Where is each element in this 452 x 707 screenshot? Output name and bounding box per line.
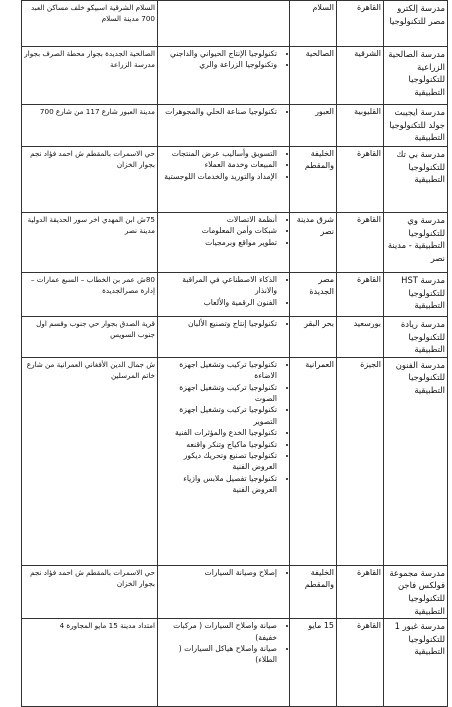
specializations-cell xyxy=(158,273,290,317)
governorate-cell: القاهرة xyxy=(337,619,384,707)
governorate-cell: الجيزة xyxy=(337,357,384,565)
specializations-list xyxy=(160,567,289,578)
specializations-list xyxy=(160,214,289,248)
specialization-item: • الإمداد والتوريد والخدمات اللوجستية xyxy=(160,171,277,182)
table-row xyxy=(22,357,448,565)
school-name-cell: مدرسة إلكترو مصر للتكنولوجيا xyxy=(384,1,448,47)
specializations-cell xyxy=(158,105,290,147)
specializations-list xyxy=(160,318,289,329)
address-cell: 75ش ابن المهدي اخر سور الحديقة الدولية مدينة نصر xyxy=(22,213,158,273)
school-name-cell: مدرسة بي تك للتكنولوجيا التطبيقية xyxy=(384,147,448,213)
address-cell: امتداد مدينة 15 مايو المجاورة 4 xyxy=(22,619,158,707)
governorate-cell: القاهرة xyxy=(337,213,384,273)
school-name-cell: مدرسة وي للتكنولوجيا التطبيقية - مدينة نصر xyxy=(384,213,448,273)
specialization-item: • تكنولوجيا تركيب وتشغيل اجهزة الاضاءة xyxy=(160,359,277,382)
specialization-item: • تكنولوجيا الإنتاج الحيواني والداجني xyxy=(160,48,277,59)
schools-table-body xyxy=(22,1,448,707)
specializations-list xyxy=(160,48,289,71)
schools-table xyxy=(21,0,448,707)
specialization-item: • إصلاح وصيانة السيارات xyxy=(160,567,277,578)
specialization-item: • تكنولوجيا إنتاج وتصنيع الألبان xyxy=(160,318,277,329)
specializations-list xyxy=(160,359,289,496)
specializations-cell xyxy=(158,357,290,565)
area-cell: الخليفة والمقطم xyxy=(290,147,337,213)
school-name-cell: مدرسة ريادة للتكنولوجيا التطبيقية xyxy=(384,317,448,358)
specialization-item: • التسويق وأساليب عرض المنتجات xyxy=(160,148,277,159)
specialization-item: • المبيعات وخدمة العملاء xyxy=(160,159,277,170)
specializations-cell xyxy=(158,317,290,358)
school-name-cell: مدرسة الصالحية الزراعية للتكنولوجيا التطبيقية xyxy=(384,47,448,105)
specialization-item: • أنظمة الاتصالات xyxy=(160,214,277,225)
table-row xyxy=(22,317,448,358)
specializations-list xyxy=(160,148,289,182)
table-row xyxy=(22,147,448,213)
school-name-cell: مدرسة غبور 1 للتكنولوجيا التطبيقية xyxy=(384,619,448,707)
address-cell: الصالحية الجديدة بجوار محطة الصرف بجوار مدرسة الزراعة xyxy=(22,47,158,105)
school-name-cell: مدرسة مجموعة فولكس فاجن للتكنولوجيا التطبيقية xyxy=(384,565,448,618)
address-cell: حي الاسمرات بالمقطم ش احمد فؤاد نجم بجوار الخزان xyxy=(22,565,158,618)
table-row xyxy=(22,213,448,273)
specializations-cell xyxy=(158,565,290,618)
specializations-list xyxy=(160,274,289,308)
area-cell: مصر الجديدة xyxy=(290,273,337,317)
governorate-cell: القاهرة xyxy=(337,565,384,618)
governorate-cell: القاهرة xyxy=(337,273,384,317)
specialization-item: • تكنولوجيا تصنيع وتحريك ديكور العروض الفنية xyxy=(160,450,277,473)
area-cell: الخليفة والمقطم xyxy=(290,565,337,618)
specialization-item: • الفنون الرقمية والألعاب xyxy=(160,297,277,308)
specialization-item: • تكنولوجيا ماكياج وتنكر واقنعه xyxy=(160,439,277,450)
specializations-cell xyxy=(158,1,290,47)
specialization-item: • الذكاء الاصطناعي في المراقبة والانذار xyxy=(160,274,277,297)
specialization-item: • تكنولوجيا تركيب وتشغيل اجهزة الصوت xyxy=(160,382,277,405)
governorate-cell: القاهرة xyxy=(337,1,384,47)
governorate-cell: الشرقية xyxy=(337,47,384,105)
governorate-cell: القاهرة xyxy=(337,147,384,213)
specializations-list xyxy=(160,106,289,117)
specialization-item: • شبكات وأمن المعلومات xyxy=(160,225,277,236)
specializations-cell xyxy=(158,619,290,707)
table-row xyxy=(22,1,448,47)
table-row xyxy=(22,273,448,317)
school-name-cell: مدرسة HST للتكنولوجيا التطبيقية xyxy=(384,273,448,317)
area-cell: شرق مدينة نصر xyxy=(290,213,337,273)
table-row xyxy=(22,619,448,707)
specializations-cell xyxy=(158,213,290,273)
address-cell: مدينة العبور شارع 117 من شارع 700 xyxy=(22,105,158,147)
address-cell: السلام الشرقية اسبيكو خلف مساكن العبد 700 مدينة السلام xyxy=(22,1,158,47)
specialization-item: • تطوير مواقع وبرمجيات xyxy=(160,237,277,248)
specializations-list xyxy=(160,620,289,666)
table-row xyxy=(22,105,448,147)
table-row xyxy=(22,565,448,618)
address-cell: 80ش عمر بن الخطاب – السبع عمارات –إدارة مصرالجديدة xyxy=(22,273,158,317)
specialization-item: • صيانة واصلاح السيارات ( مركبات خفيفة) xyxy=(160,620,277,643)
area-cell: العمرانية xyxy=(290,357,337,565)
specializations-cell xyxy=(158,147,290,213)
governorate-cell: القليوبية xyxy=(337,105,384,147)
specialization-item: • تكنولوجيا صناعة الحلي والمجوهرات xyxy=(160,106,277,117)
address-cell: قرية الصدق بجوار حي جنوب وقسم اول جنوب السويس xyxy=(22,317,158,358)
area-cell: السلام xyxy=(290,1,337,47)
area-cell: الصالحية xyxy=(290,47,337,105)
address-cell: حي الاسمرات بالمقطم ش احمد فؤاد نجم بجوار الخزان xyxy=(22,147,158,213)
table-row xyxy=(22,47,448,105)
area-cell: العبور xyxy=(290,105,337,147)
address-cell: ش جمال الدين الأفغاني العمرانية من شارع خاتم المرسلين xyxy=(22,357,158,565)
governorate-cell: بورسعيد xyxy=(337,317,384,358)
specialization-item: • تكنولوجيا تفصيل ملابس وازياء العروض الفنية xyxy=(160,473,277,496)
school-name-cell: مدرسة ايجيبت جولد للتكنولوجيا التطبيقية xyxy=(384,105,448,147)
school-name-cell: مدرسة الفنون للتكنولوجيا التطبيقية xyxy=(384,357,448,565)
specializations-cell xyxy=(158,47,290,105)
document-page xyxy=(21,0,447,665)
specialization-item: • تكنولوجيا تركيب وتشغيل اجهزة التصوير xyxy=(160,404,277,427)
specialization-item: • وتكنولوجيا الزراعة والري xyxy=(160,59,277,70)
area-cell: 15 مايو xyxy=(290,619,337,707)
area-cell: بحر البقر xyxy=(290,317,337,358)
specialization-item: • تكنولوجيا الخدع والمؤثرات الفنية xyxy=(160,427,277,438)
specialization-item: • صيانة واصلاح هياكل السيارات ( الطلاء) xyxy=(160,643,277,666)
